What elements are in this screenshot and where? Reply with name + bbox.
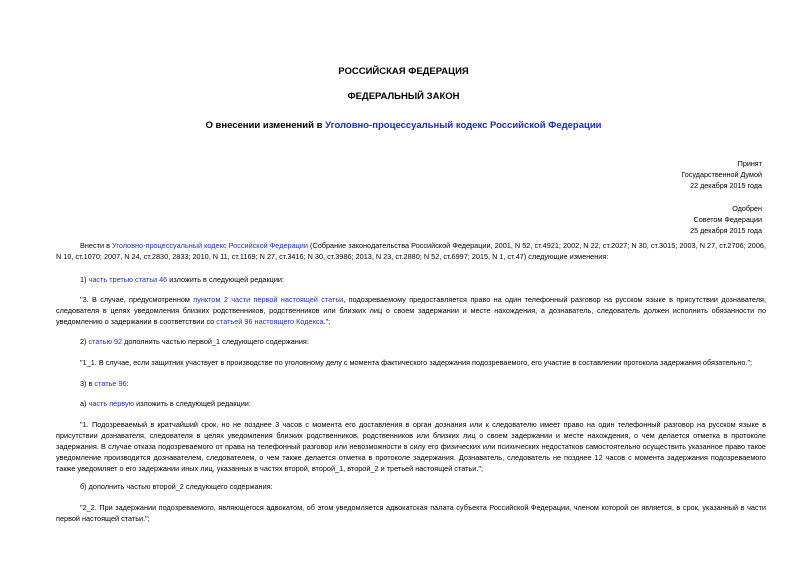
intro-paragraph xyxy=(56,240,766,262)
title-code-link[interactable]: Уголовно-процессуальный кодекс Российской Федерации xyxy=(325,120,602,131)
item-1-prefix: 1) xyxy=(80,275,89,284)
point-2-link[interactable]: пунктом 2 части первой настоящей статьи xyxy=(193,295,344,304)
country-heading: РОССИЙСКАЯ ФЕДЕРАЦИЯ xyxy=(338,66,469,77)
approved-date: 25 декабря 2015 года xyxy=(690,226,762,235)
law-type-heading: ФЕДЕРАЛЬНЫЙ ЗАКОН xyxy=(347,91,460,102)
intro-suffix: (Собрание законодательства Российской Федерации, 2001, N 52, ст.4921; 2002, N 22, ст.2027; N 30, ст.3015; 2003, N 27, ст.2706; 2006, N 10, ст.1070; 2007, N 24, ст.2830, 2833; 2010, N 11, ст.1169; N 27, ст.3416; N 30, ст.3986; 2013, N 23, ст.2880; N 52, ст.6997; 2015, N 1, ст.47) следующие изменения: xyxy=(56,241,766,261)
item-3a xyxy=(56,398,766,409)
article-46-link[interactable]: часть третью статьи 46 xyxy=(88,275,168,284)
item-3-suffix: : xyxy=(126,379,129,388)
intro-code-link[interactable]: Уголовно-процессуальный кодекс Российской Федерации xyxy=(112,241,308,250)
approved-body: Советом Федерации xyxy=(693,215,762,224)
intro-prefix: Внести в xyxy=(80,241,113,250)
title-prefix: О внесении изменений в xyxy=(205,120,326,131)
part-one-link[interactable]: часть первую xyxy=(88,399,135,408)
quote-4: "2_2. При задержании подозреваемого, являющегося адвокатом, об этом уведомляется адвокатская палата субъекта Российской Федерации, членом которой он является, в срок, указанный в части первой настоящей статьи."; xyxy=(56,503,766,523)
quote-3: "1. Подозреваемый в кратчайший срок, но не позднее 3 часов с момента его доставления в орган дознания или к следователю имеет право на один телефонный разговор на русском языке в присутствии дознавателя, следователя в целях уведомления близких родственников, родственников или близких лиц о своем задержании и месте нахождения, о чем делается отметка в протоколе задержания. В случае отказа подозреваемого от права на телефонный разговор или невозможности в силу его физических или психических недостатков самостоятельно осуществить указанное право такое уведомление производится дознавателем, следователем, о чем также делается отметка в протоколе задержания. Дознаватель, следователь не позднее 12 часов с момента задержания подозреваемого также уведомляет о его задержании иных лиц, указанных в частях второй, второй_1, второй_2 и третьей настоящей статьи."; xyxy=(56,420,766,473)
article-92-link[interactable]: статью 92 xyxy=(88,337,123,346)
accepted-block xyxy=(681,158,762,191)
quote-2: "1_1. В случае, если защитник участвует в производстве по уголовному делу с момента фактического задержания подозреваемого, его участие в составлении протокола задержания обязательно."; xyxy=(80,358,753,367)
accepted-body: Государственной Думой xyxy=(681,170,762,179)
item-3a-suffix: изложить в следующей редакции: xyxy=(134,399,251,408)
item-3 xyxy=(56,378,766,389)
item-1 xyxy=(56,274,766,285)
item-2-prefix: 2) xyxy=(80,337,89,346)
item-1-suffix: изложить в следующей редакции: xyxy=(167,275,285,284)
quote-1 xyxy=(56,294,766,327)
quote-1-part2: , подозреваемому предоставляется право на один телефонный разговор на русском языке в присутствии дознавателя, следователя в целях уведомления близких родственников, родственников или близких лиц о своем задержании и месте нахождения, а дознаватель, следователь должен исполнить обязанности по уведомлению о задержании в соответствии со xyxy=(56,295,766,326)
accepted-date: 22 декабря 2015 года xyxy=(690,181,762,190)
item-3a-prefix: а) xyxy=(80,399,89,408)
item-2 xyxy=(56,336,766,347)
quote-1-part3: ."; xyxy=(323,317,331,326)
accepted-label: Принят xyxy=(737,159,762,168)
law-title xyxy=(0,120,807,131)
item-3-prefix: 3) в xyxy=(80,379,95,388)
article-96-link-1[interactable]: статьей 96 настоящего Кодекса xyxy=(216,317,324,326)
item-2-suffix: дополнить частью первой_1 следующего содержания: xyxy=(122,337,309,346)
item-3b: б) дополнить частью второй_2 следующего содержания: xyxy=(80,482,273,491)
approved-block xyxy=(690,203,762,236)
quote-1-part1: "3. В случае, предусмотренном xyxy=(80,295,194,304)
approved-label: Одобрен xyxy=(732,204,762,213)
article-96-link-2[interactable]: статье 96 xyxy=(94,379,127,388)
